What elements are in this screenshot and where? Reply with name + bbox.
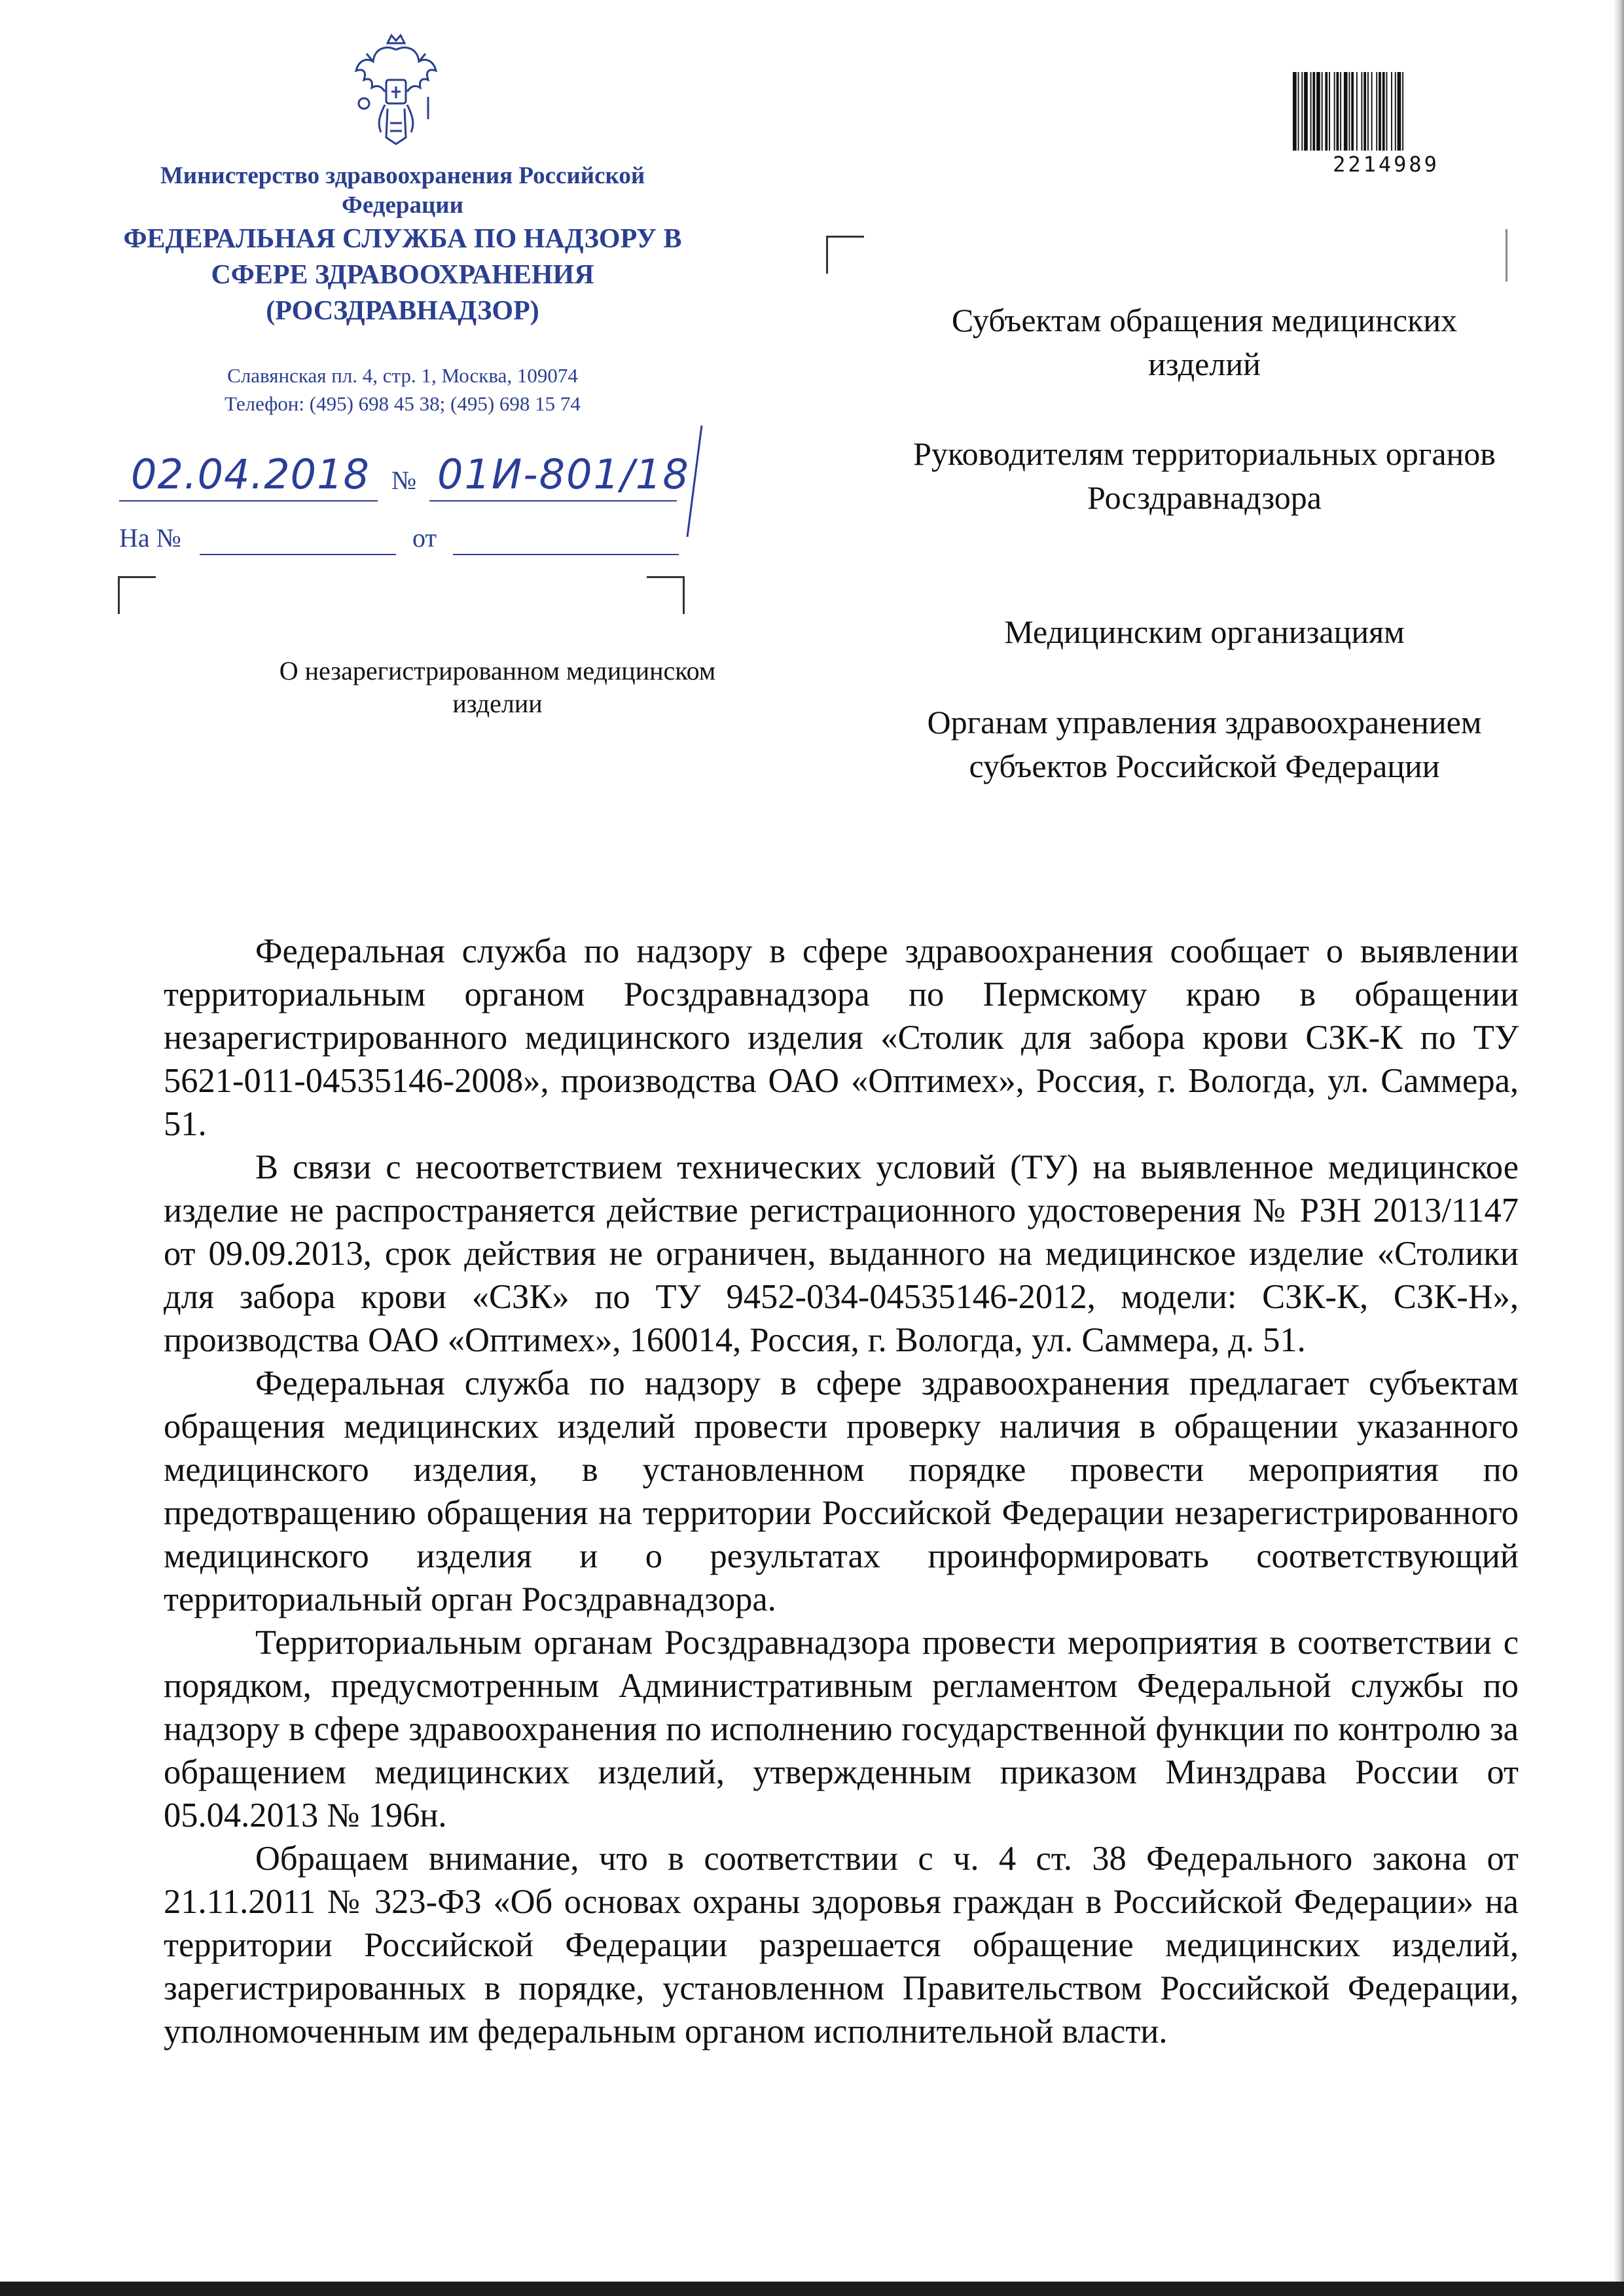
barcode-bar — [1395, 72, 1396, 151]
body-paragraph-1: Федеральная служба по надзору в сфере здравоохранения сообщает о выявлении территориальным органом Росздравнадзора по Пермскому краю в обращении незарегистрированного медицинского изделия «Столик для забора крови СЗК-К по ТУ 5621-011-04535146-2008», производства ОАО «Оптимех», Россия, г. Вологда, ул. Саммера, 51. — [164, 932, 1519, 1143]
handwritten-slash-strokes — [641, 419, 707, 550]
number-sign: № — [391, 465, 417, 495]
barcode-bar — [1356, 72, 1358, 151]
ministry-name: Министерство здравоохранения Российской Федерации — [160, 162, 645, 219]
scan-bottom-band — [0, 2282, 1624, 2296]
barcode — [1293, 72, 1479, 151]
barcode-bar — [1391, 72, 1392, 151]
barcode-bar — [1310, 72, 1312, 151]
barcode-bar — [1349, 72, 1350, 151]
body-paragraph-5: Обращаем внимание, что в соответствии с ч. 4 ст. 38 Федерального закона от 21.11.2011 № 323-ФЗ «Об основах охраны здоровья граждан в Российской Федерации» на территории Российской Федерации разрешается обращение медицинских изделий, зарегистрированных в порядке, установленном Правительством Российской Федерации, уполномоченным им федеральным органом исполнительной власти. — [164, 1840, 1519, 2050]
barcode-bar — [1340, 72, 1341, 151]
ref-number-label: На № — [119, 523, 181, 553]
body-paragraph-4: Территориальным органам Росздравнадзора провести мероприятия в соответствии с порядком, предусмотренным Административным регламентом Федеральной службы по надзору в сфере здравоохранения по исполнению государственной функции по контролю за обращением медицинских изделий, утвержденным приказом Минздрава России от 05.04.2013 № 196н. — [164, 1624, 1519, 1834]
body-paragraph-3: Федеральная служба по надзору в сфере здравоохранения предлагает субъектам обращения медицинских изделий провести проверку наличия в обращении указанного медицинского изделия, в установленном порядке провести мероприятия по предотвращению обращения на территории Российской Федерации незарегистрированного медицинского изделия и о результатах проинформировать соответствующий территориальный орган Росздравнадзора. — [164, 1364, 1519, 1618]
handwritten-number: 01И-801/18 — [437, 450, 690, 498]
barcode-bar — [1362, 72, 1363, 151]
phone-line: Телефон: (495) 698 45 38; (495) 698 15 74 — [225, 392, 581, 415]
barcode-bar — [1351, 72, 1354, 151]
addressee-4: Органам управления здравоохранением субъектов Российской Федерации — [927, 704, 1482, 784]
barcode-bar — [1337, 72, 1339, 151]
barcode-bar — [1298, 72, 1299, 151]
letter-subject: О незарегистрированном медицинском изделии — [279, 656, 716, 718]
number-underline — [429, 500, 677, 501]
corner-mark-addressee — [826, 236, 864, 274]
barcode-number: 2214989 — [1333, 152, 1439, 177]
ref-date-label: от — [412, 523, 437, 553]
barcode-bar — [1329, 72, 1330, 151]
service-name: ФЕДЕРАЛЬНАЯ СЛУЖБА ПО НАДЗОРУ В СФЕРЕ ЗДРАВООХРАНЕНИЯ (РОСЗДРАВНАДЗОР) — [123, 224, 682, 326]
barcode-bar — [1402, 72, 1403, 151]
ref-number-blank — [200, 554, 396, 555]
corner-mark-left — [118, 576, 156, 614]
ref-date-blank — [453, 554, 679, 555]
barcode-bar — [1379, 72, 1381, 151]
barcode-bar — [1398, 72, 1401, 151]
barcode-bar — [1293, 72, 1297, 151]
barcode-bar — [1376, 72, 1377, 151]
barcode-bar — [1301, 72, 1303, 151]
addressee-1: Субъектам обращения медицинских изделий — [951, 302, 1458, 382]
scan-edge-shadow — [1614, 0, 1624, 2296]
addressee-3: Медицинским организациям — [1004, 613, 1405, 650]
barcode-bar — [1371, 72, 1373, 151]
address-line: Славянская пл. 4, стр. 1, Москва, 109074 — [227, 364, 578, 387]
coat-of-arms-icon — [347, 31, 445, 149]
date-underline — [119, 500, 378, 501]
barcode-bar — [1312, 72, 1315, 151]
body-paragraph-2: В связи с несоответствием технических условий (ТУ) на выявленное медицинское изделие не распространяется действие регистрационного удостоверения № РЗН 2013/1147 от 09.09.2013, срок действия не ограничен, выданного на медицинское изделие «Столики для забора крови «СЗК» по ТУ 9452-034-04535146-2012, модели: СЗК-К, СЗК-Н», производства ОАО «Оптимех», 160014, Россия, г. Вологда, ул. Саммера, д. 51. — [164, 1148, 1519, 1359]
barcode-bar — [1322, 72, 1323, 151]
barcode-bar — [1363, 72, 1366, 151]
letter-body — [164, 930, 1519, 2053]
barcode-bar — [1304, 72, 1308, 151]
corner-mark-addressee-right — [1506, 229, 1507, 282]
barcode-bar — [1344, 72, 1348, 151]
barcode-bar — [1316, 72, 1320, 151]
corner-mark-right — [647, 576, 685, 614]
contact-block — [124, 361, 681, 418]
barcode-bar — [1386, 72, 1388, 151]
barcode-bar — [1367, 72, 1369, 151]
barcode-bar — [1382, 72, 1385, 151]
handwritten-date: 02.04.2018 — [131, 450, 370, 498]
barcode-bar — [1325, 72, 1327, 151]
barcode-bar — [1334, 72, 1335, 151]
addressee-2: Руководителям территориальных органов Росздравнадзора — [913, 435, 1496, 516]
